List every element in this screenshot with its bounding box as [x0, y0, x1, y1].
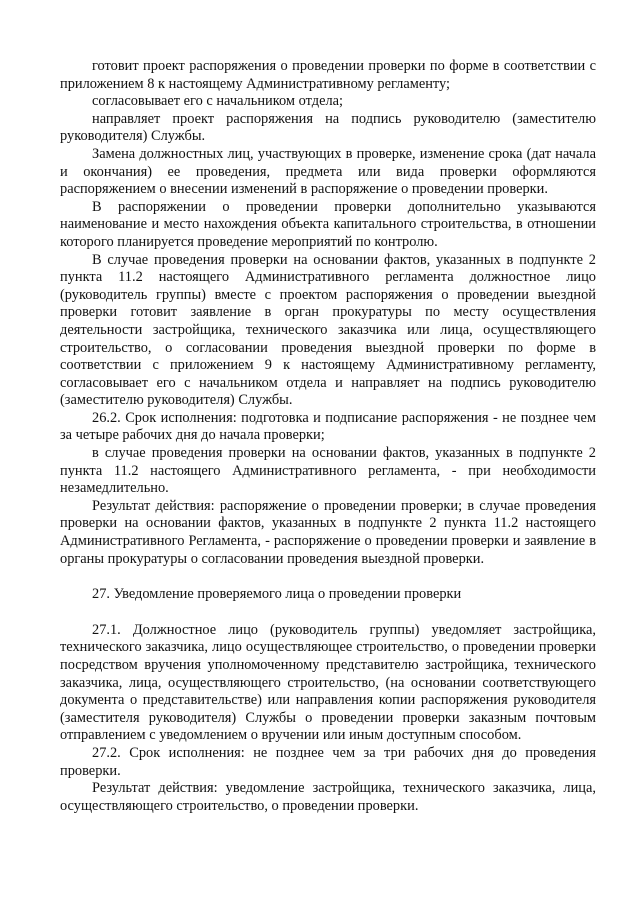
paragraph: Замена должностных лиц, участвующих в проверке, изменение срока (дат начала и окончания) ее проведения, предмета или вида проверки оформляются распоряжением о внесении изменений в распоряжение о проведении проверки. — [60, 145, 596, 198]
paragraph: В распоряжении о проведении проверки дополнительно указываются наименование и место нахождения объекта капитального строительства, в отношении которого планируется проведение мероприятий по контролю. — [60, 198, 596, 250]
paragraph: согласовывает его с начальником отдела; — [92, 93, 344, 110]
paragraph: 27.2. Срок исполнения: не позднее чем за три рабочих дня до проведения проверки. — [60, 744, 596, 779]
paragraph: готовит проект распоряжения о проведении проверки по форме в соответствии с приложением 8 к настоящему Административному регламенту; — [60, 58, 596, 92]
paragraph: В случае проведения проверки на основании фактов, указанных в подпункте 2 пункта 11.2 настоящего Административного регламента должностное лицо (руководитель группы) вместе с проектом распоряжения о проведении выездной проверки готовит заявление в орган прокуратуры по месту осуществления деятельности застройщика, технического заказчика или лица, осуществляющего строительство, о согласовании проведения выездной проверки по форме в соответствии с приложением 9 к настоящему Административному регламенту, согласовывает его с начальником отдела и направляет на подпись руководителю (заместителю руководителя) Службы. — [60, 251, 596, 409]
document-body — [60, 58, 596, 815]
paragraph: 27.1. Должностное лицо (руководитель группы) уведомляет застройщика, технического заказчика, лицо осуществляющее строительство, о проведении проверки посредством вручения уполномоченному представителю застройщика, технического заказчика, лица, осуществляющего строительство, (на основании соответствующего документа о представительстве) или направления копии распоряжения руководителя (заместителя руководителя) Службы о проведении проверки заказным почтовым отправлением с уведомлением о вручении или иным доступным способом. — [60, 621, 596, 744]
paragraph: Результат действия: распоряжение о проведении проверки; в случае проведения проверки на основании фактов, указанных в подпункте 2 пункта 11.2 настоящего Административного Регламента, - распоряжение о проведении проверки и заявление в органы прокуратуры о согласовании проведения выездной проверки. — [60, 497, 596, 567]
paragraph: 26.2. Срок исполнения: подготовка и подписание распоряжения - не позднее чем за четыре рабочих дня до начала проверки; — [60, 409, 596, 444]
section-heading: 27. Уведомление проверяемого лица о проведении проверки — [92, 586, 462, 603]
paragraph: Результат действия: уведомление застройщика, технического заказчика, лица, осуществляющего строительство, о проведении проверки. — [60, 780, 596, 814]
paragraph: направляет проект распоряжения на подпись руководителю (заместителю руководителя) Службы. — [60, 110, 596, 145]
paragraph: в случае проведения проверки на основании фактов, указанных в подпункте 2 пункта 11.2 настоящего Административного регламента, - при необходимости незамедлительно. — [60, 445, 596, 497]
